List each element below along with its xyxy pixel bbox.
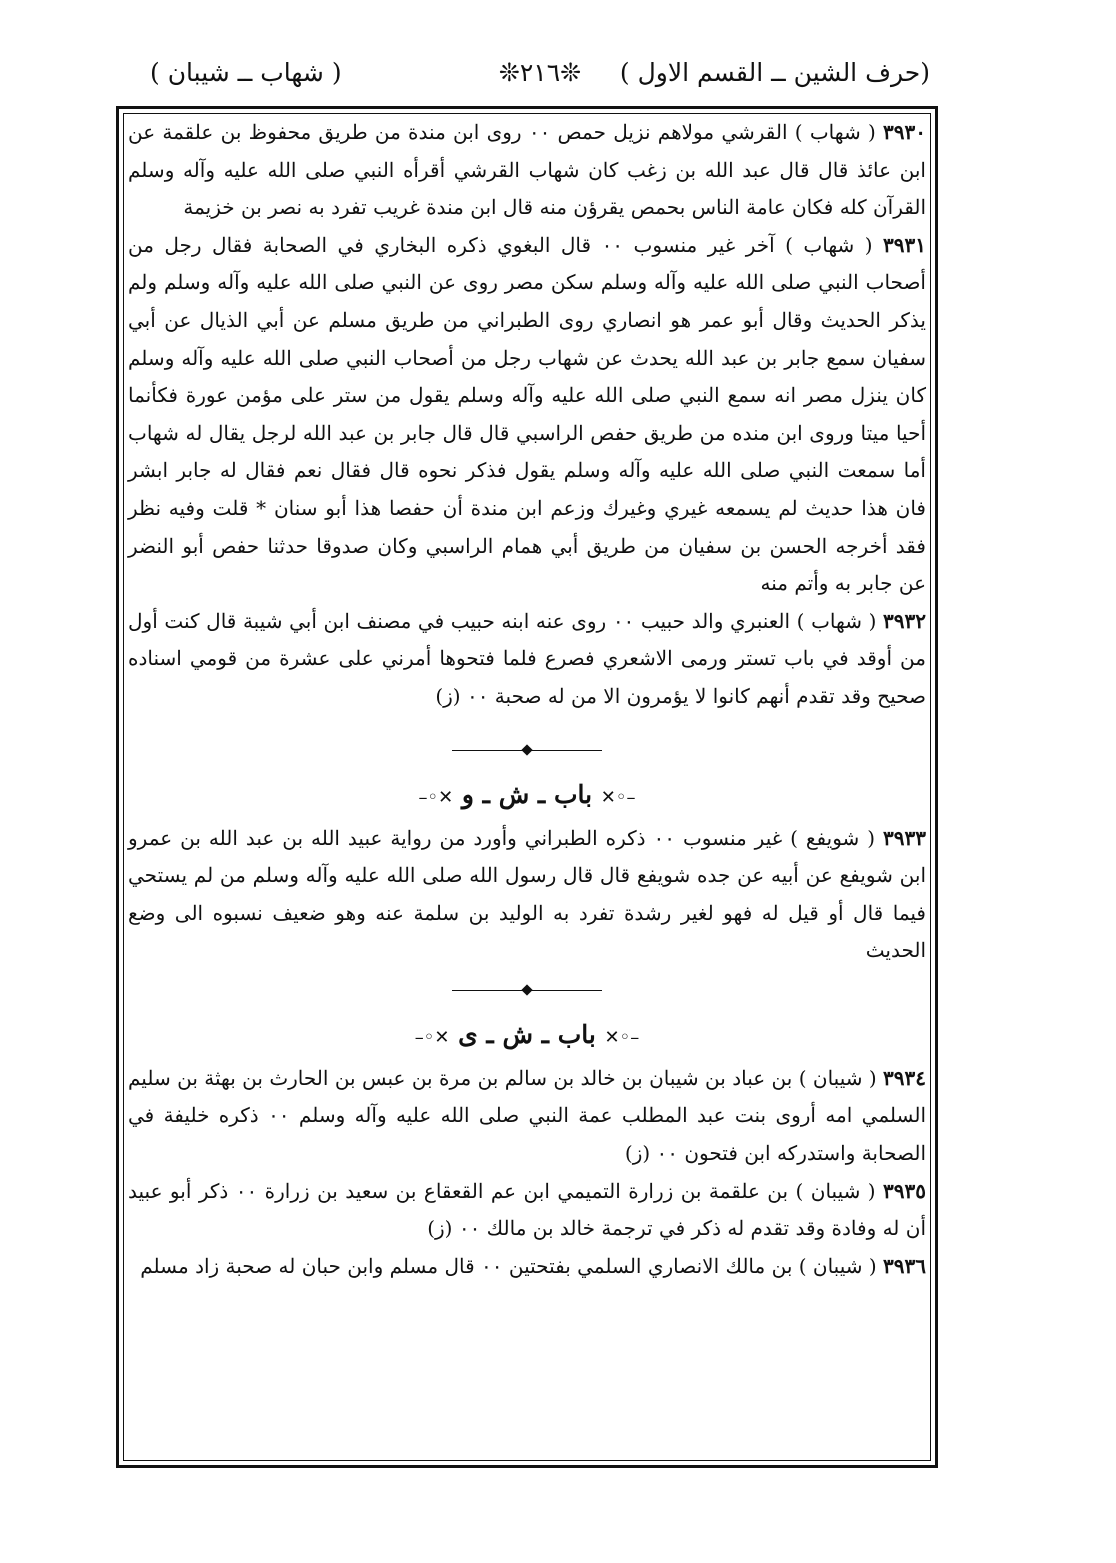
section-heading-shin-ya: –◦✕ باب ـ ش ـ ى ✕◦– [414,1019,640,1049]
entry-3930 [128,114,926,227]
divider-ornament [128,970,926,1010]
entry-number: ٣٩٣٢ [883,608,927,633]
page-number: ❊٢١٦❊ [498,58,582,87]
entry-number: ٣٩٣١ [883,232,927,257]
entry-text: ( شهاب ) القرشي مولاهم نزيل حمص ٠٠ روى ابن مندة من طريق محفوظ بن علقمة عن ابن عائذ قال قال عبد الله بن زغب كان شهاب القرشي أقرأه النبي صلى الله عليه وآله وسلم القرآن كله فكان عامة الناس بحمص يقرؤن منه قال ابن مندة غريب تفرد به نصر بن خزيمة [128,120,926,220]
entry-number: ٣٩٣٠ [883,120,927,144]
entry-3936 [128,1248,926,1286]
entry-number: ٣٩٣٤ [883,1065,927,1090]
header-range: ( شهاب ــ شيبان ) [150,58,342,87]
entry-3934 [128,1060,926,1173]
text-body [128,114,926,1285]
page-number-value: ٢١٦ [519,58,561,87]
entry-3932 [128,603,926,716]
entry-3933 [128,820,926,970]
entry-3935 [128,1173,926,1248]
section-heading-shin-waw: –◦✕ باب ـ ش ـ و ✕◦– [418,779,636,809]
entry-3931 [128,227,926,603]
running-header [150,52,930,102]
entry-text: ( شويفع ) غير منسوب ٠٠ ذكره الطبراني وأورد من رواية عبيد الله بن عبد الله بن عمرو ابن شويفع عن أبيه عن جده شويفع قال قال رسول الله صلى الله عليه وآله وسلم من لم يستحي فيما قال أو قيل له فهو لغير رشدة تفرد به الوليد بن سلمة عنه وهو ضعيف نسبوه الى وضع الحديث [128,825,926,963]
entry-text: ( شيبان ) بن مالك الانصاري السلمي بفتحتين ٠٠ قال مسلم وابن حبان له صحبة زاد مسلم [140,1253,877,1278]
entry-number: ٣٩٣٣ [883,825,926,850]
divider-ornament [128,730,926,770]
entry-text: ( شيبان ) بن عباد بن شيبان بن خالد بن سالم بن مرة بن عبس بن الحارث بن بهثة بن سليم السلمي امه أروى بنت عبد المطلب عمة النبي صلى الله عليه وآله وسلم ٠٠ ذكره خليفة في الصحابة واستدركه ابن فتحون ٠٠ (ز) [128,1065,926,1166]
entry-number: ٣٩٣٦ [883,1253,926,1278]
entry-text: ( شيبان ) بن علقمة بن زرارة التميمي ابن عم القعقاع بن سعيد بن زرارة ٠٠ ذكر أبو عبيد أن له وفادة وقد تقدم له ذكر في ترجمة خالد بن مالك ٠٠ (ز) [128,1178,926,1241]
section-title: باب ـ ش ـ و [461,779,593,809]
section-title: باب ـ ش ـ ى [458,1019,596,1049]
entry-text: ( شهاب ) آخر غير منسوب ٠٠ قال البغوي ذكره البخاري في الصحابة فقال رجل من أصحاب النبي صلى الله عليه وآله وسلم سكن مصر روى عن النبي صلى الله عليه وآله وسلم ولم يذكر الحديث وقال أبو عمر هو انصاري روى الطبراني من طريق مسلم عن أبي الذيال عن أبي سفيان سمع جابر بن عبد الله يحدث عن شهاب رجل من أصحاب النبي صلى الله عليه وآله وسلم كان ينزل مصر انه سمع النبي صلى الله عليه وآله وسلم يقول من ستر على مؤمن عورة فكأنما أحيا ميتا وروى ابن منده من طريق حفص الراسبي قال قال جابر بن عبد الله لرجل يقال له شهاب أما سمعت النبي صلى الله عليه وآله وسلم يقول فذكر نحوه قال فقال نعم فقال له جابر ابشر فان هذا حديث لم يسمعه غيري وغيرك وزعم ابن مندة أن حفصا هذا أبو سنان * قلت وفيه نظر فقد أخرجه الحسن بن سفيان من طريق أبي همام الراسبي وكان صدوقا حدثنا حفص أبو النضر عن جابر به وأتم منه [128,232,926,596]
entry-number: ٣٩٣٥ [883,1178,927,1203]
header-chapter: (حرف الشين ــ القسم الاول ) [619,58,930,87]
entry-text: ( شهاب ) العنبري والد حبيب ٠٠ روى عنه ابنه حبيب في مصنف ابن أبي شيبة قال كنت أول من أوقد في باب تستر ورمى الاشعري فصرع فلما فتحوها أمرني على عشرة من قومي اسناده صحيح وقد تقدم أنهم كانوا لا يؤمرون الا من له صحبة ٠٠ (ز) [128,608,926,708]
